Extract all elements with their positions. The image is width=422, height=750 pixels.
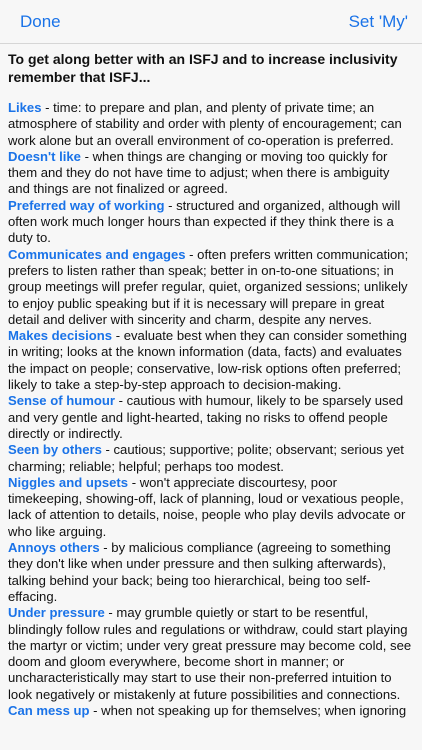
term-sense-of-humour: Sense of humour xyxy=(8,393,115,409)
entry-doesnt-like xyxy=(8,149,414,198)
entry-text: - cautious with humour, likely to be sparsely used and very gentle and light-hearted, taking no risks to offend people directly or indirectly. xyxy=(8,393,404,441)
entry-text: - cautious; supportive; polite; observant; serious yet charming; reliable; helpful; perhaps too modest. xyxy=(8,442,404,474)
entry-text: - when not speaking up for themselves; when ignoring xyxy=(89,702,407,718)
set-my-button[interactable]: Set 'My' xyxy=(348,11,408,31)
entry-preferred-way-of-working xyxy=(8,198,414,247)
navigation-bar xyxy=(0,0,422,44)
term-communicates-and-engages: Communicates and engages xyxy=(8,246,186,262)
term-preferred-way-of-working: Preferred way of working xyxy=(8,197,165,213)
entry-text: - time: to prepare and plan, and plenty of private time; an atmosphere of stability and order with plenty of encouragement; can work alone but an overall environment of co-operation is preferred. xyxy=(8,100,402,148)
page-headline: To get along better with an ISFJ and to increase inclusivity remember that ISFJ... xyxy=(8,51,398,85)
entry-text: - by malicious compliance (agreeing to something they don't like when under pressure and then sulking afterwards), talking behind your back; being too hierarchical, being too self-effacing. xyxy=(8,540,391,604)
entry-can-mess-up xyxy=(8,703,414,719)
term-makes-decisions: Makes decisions xyxy=(8,328,113,344)
entry-text: - may grumble quietly or start to be resentful, blindingly follow rules and regulations or withdraw, could start playing the martyr or victim; under very great pressure may become cold, see doom and gloom everywhere, become short in manner; or uncharacteristically may start to use their non-preferred intuition to look negatively or mistakenly at future possibilities and connections. xyxy=(8,605,412,702)
done-button[interactable]: Done xyxy=(20,11,61,31)
entry-text: - when things are changing or moving too quickly for them and they do not have time to adjust; when there is ambiguity and things are not finalized or agreed. xyxy=(8,148,390,197)
entry-likes xyxy=(8,100,414,149)
term-doesnt-like: Doesn't like xyxy=(8,148,81,164)
entry-text: - won't appreciate discourtesy, poor timekeeping, showing-off, lack of planning, loud or vexatious people, lack of attention to details, noise, people who play devils advocate or who like arguing. xyxy=(8,474,406,539)
entry-seen-by-others xyxy=(8,442,414,475)
term-likes: Likes xyxy=(8,100,42,115)
entry-text: - often prefers written communication; prefers to listen rather than speak; better in on-to-one situations; in group meetings will prefer regular, quiet, organized sessions; unlikely to enjoy public speaking but if it is necessary will prepare in great detail and deliver with sincerity and charm, despite any nerves. xyxy=(8,246,409,327)
entry-text: - structured and organized, although will often work much longer hours than expected if they think there is a duty to. xyxy=(8,197,401,246)
content-area[interactable] xyxy=(0,44,422,719)
entry-makes-decisions xyxy=(8,328,414,393)
entry-communicates-and-engages xyxy=(8,247,414,328)
term-annoys-others: Annoys others xyxy=(8,540,100,556)
entry-under-pressure xyxy=(8,605,414,703)
term-niggles-and-upsets: Niggles and upsets xyxy=(8,474,129,490)
term-seen-by-others: Seen by others xyxy=(8,442,102,458)
entry-sense-of-humour xyxy=(8,393,414,442)
entry-annoys-others xyxy=(8,540,414,605)
term-under-pressure: Under pressure xyxy=(8,605,105,621)
entry-niggles-and-upsets xyxy=(8,475,414,540)
term-can-mess-up: Can mess up xyxy=(8,702,90,718)
entry-text: - evaluate best when they can consider something in writing; looks at the known information (data, facts) and evaluates the impact on people; conservative, low-risk options often preferred; likely to take a step-by-step approach to decision-making. xyxy=(8,328,407,393)
